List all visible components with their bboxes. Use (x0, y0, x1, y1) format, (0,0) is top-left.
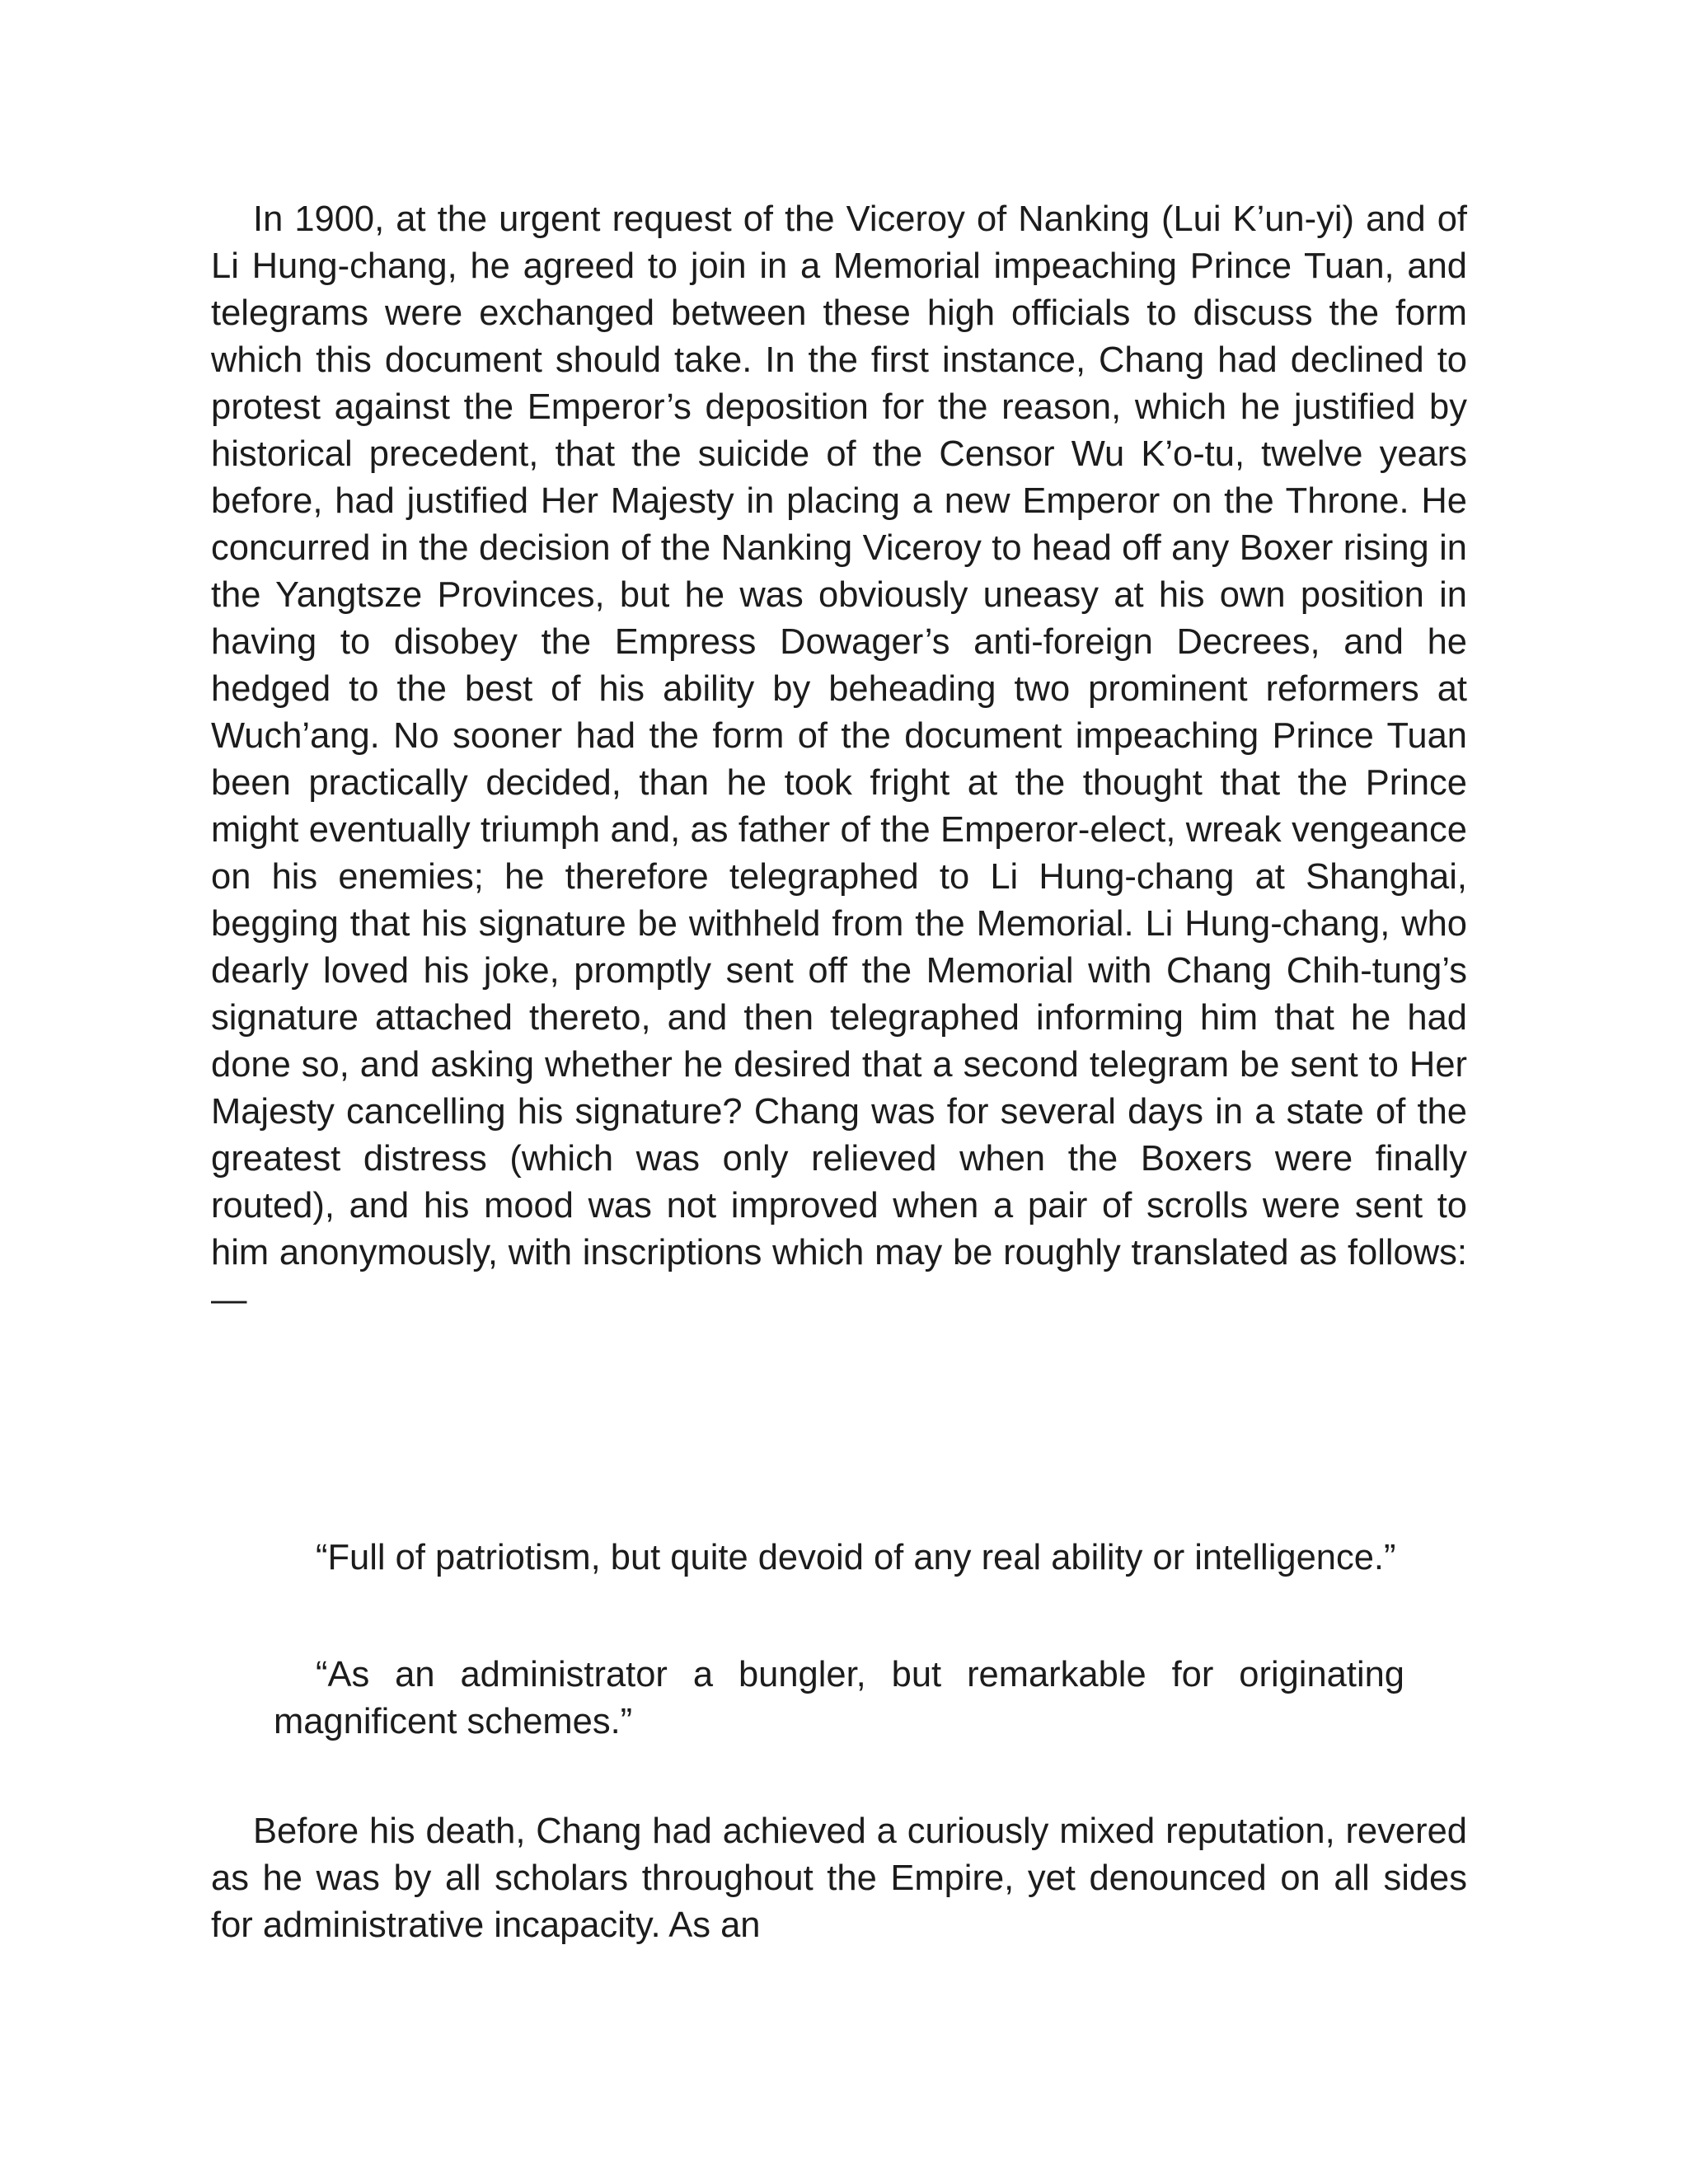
body-paragraph-2: Before his death, Chang had achieved a curiously mixed reputation, revered as he was by all scholars throughout the Empire, yet denounced on all sides for administrative incapacity. As an (211, 1811, 1467, 1945)
block-quote-2: “As an administrator a bungler, but remarkable for originating magnificent schemes.” (274, 1655, 1404, 1741)
block-quote-1: “Full of patriotism, but quite devoid of any real ability or intelligence.” (316, 1538, 1396, 1577)
body-paragraph-1: In 1900, at the urgent request of the Viceroy of Nanking (Lui K’un-yi) and of Li Hung-chang, he agreed to join in a Memorial impeaching Prince Tuan, and telegrams were exchanged between these high officials to discuss the form which this document should take. In the first instance, Chang had declined to protest against the Emperor’s deposition for the reason, which he justified by historical precedent, that the suicide of the Censor Wu K’o-tu, twelve years before, had justified Her Majesty in placing a new Emperor on the Throne. He concurred in the decision of the Nanking Viceroy to head off any Boxer rising in the Yangtsze Provinces, but he was obviously uneasy at his own position in having to disobey the Empress Dowager’s anti-foreign Decrees, and he hedged to the best of his ability by beheading two prominent reformers at Wuch’ang. No sooner had the form of the document impeaching Prince Tuan been practically decided, than he took fright at the thought that the Prince might eventually triumph and, as father of the Emperor-elect, wreak vengeance on his enemies; he therefore telegraphed to Li Hung-chang at Shanghai, begging that his signature be withheld from the Memorial. Li Hung-chang, who dearly loved his joke, promptly sent off the Memorial with Chang Chih-tung’s signature attached thereto, and then telegraphed informing him that he had done so, and asking whether he desired that a second telegram be sent to Her Majesty cancelling his signature? Chang was for several days in a state of the greatest distress (which was only relieved when the Boxers were finally routed), and his mood was not improved when a pair of scrolls were sent to him anonymously, with inscriptions which may be roughly translated as follows:— (211, 199, 1467, 1319)
